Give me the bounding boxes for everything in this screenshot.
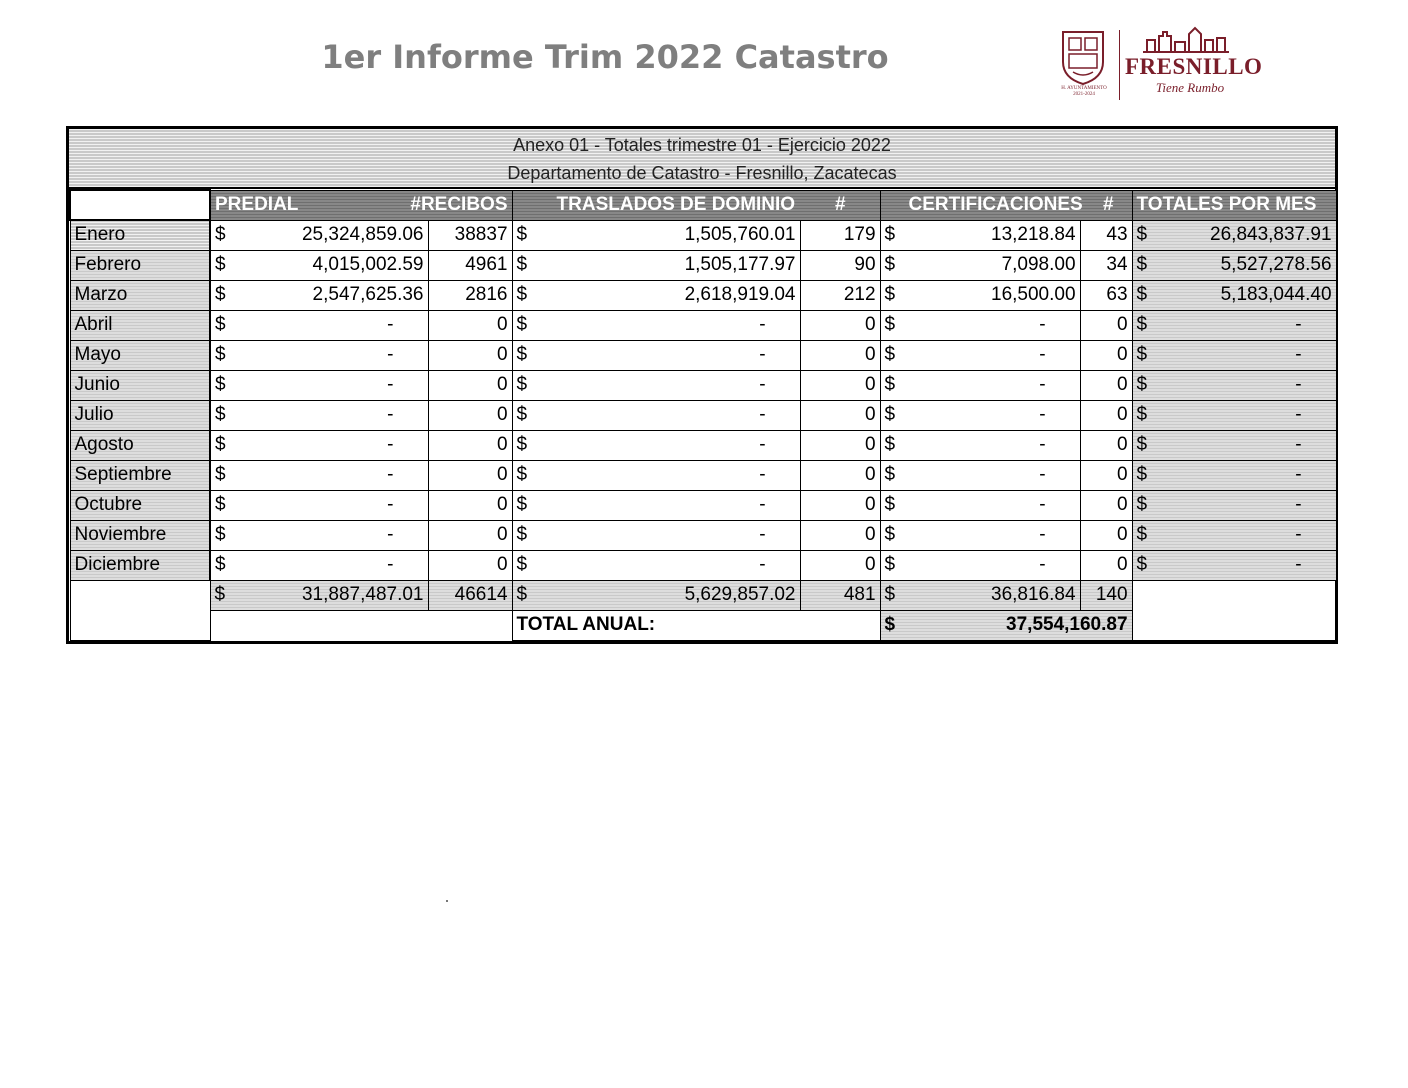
amount-value: - bbox=[387, 524, 394, 545]
predial-cell bbox=[210, 250, 428, 280]
currency-symbol: $ bbox=[884, 254, 896, 275]
amount-value: - bbox=[759, 314, 766, 335]
monthly-total-cell bbox=[1132, 250, 1336, 280]
table-row bbox=[70, 250, 1336, 280]
currency-symbol: $ bbox=[516, 374, 528, 395]
cert-count-cell: 0 bbox=[1080, 490, 1132, 520]
cert-cell bbox=[880, 460, 1080, 490]
cert-count-cell: 0 bbox=[1080, 430, 1132, 460]
currency-symbol: $ bbox=[884, 464, 896, 485]
table-row bbox=[70, 280, 1336, 310]
amount-value: - bbox=[387, 314, 394, 335]
currency-symbol: $ bbox=[516, 404, 528, 425]
amount-value: - bbox=[1039, 554, 1046, 575]
currency-symbol: $ bbox=[884, 344, 896, 365]
recibos-cell: 0 bbox=[428, 370, 512, 400]
traslados-cell bbox=[512, 340, 800, 370]
currency-symbol: $ bbox=[516, 284, 528, 305]
traslados-cell bbox=[512, 490, 800, 520]
predial-cell bbox=[210, 400, 428, 430]
amount-value: - bbox=[759, 344, 766, 365]
table-row bbox=[70, 340, 1336, 370]
monthly-total-cell bbox=[1132, 370, 1336, 400]
month-cell: Septiembre bbox=[70, 460, 210, 490]
amount-value: 25,324,859.06 bbox=[301, 224, 424, 245]
header-certificaciones bbox=[880, 190, 1132, 220]
currency-symbol: $ bbox=[516, 344, 528, 365]
currency-symbol: $ bbox=[1136, 404, 1148, 425]
currency-symbol: $ bbox=[884, 494, 896, 515]
amount-value: - bbox=[1295, 434, 1302, 455]
predial-cell bbox=[210, 340, 428, 370]
totals-row bbox=[70, 580, 1336, 610]
header-cert-count: # bbox=[1102, 194, 1114, 215]
recibos-cell: 0 bbox=[428, 340, 512, 370]
header-traslados bbox=[512, 190, 880, 220]
cert-cell bbox=[880, 340, 1080, 370]
traslados-cell bbox=[512, 310, 800, 340]
table-banner bbox=[69, 129, 1335, 189]
annual-total-value: 37,554,160.87 bbox=[1006, 614, 1128, 635]
seal-caption bbox=[1055, 86, 1113, 98]
monthly-total-cell bbox=[1132, 280, 1336, 310]
currency-symbol: $ bbox=[215, 464, 226, 485]
month-cell: Marzo bbox=[70, 280, 210, 310]
amount-value: 5,183,044.40 bbox=[1220, 284, 1332, 305]
cert-cell bbox=[880, 550, 1080, 580]
currency-symbol: $ bbox=[1136, 434, 1148, 455]
monthly-total-cell bbox=[1132, 220, 1336, 250]
monthly-total-cell bbox=[1132, 310, 1336, 340]
currency-symbol: $ bbox=[1136, 224, 1148, 245]
currency-symbol: $ bbox=[884, 584, 896, 605]
month-cell: Junio bbox=[70, 370, 210, 400]
predial-cell bbox=[210, 430, 428, 460]
amount-value: - bbox=[759, 404, 766, 425]
cert-cell bbox=[880, 250, 1080, 280]
traslados-count-cell: 0 bbox=[800, 490, 880, 520]
header-traslados-count: # bbox=[834, 194, 846, 215]
currency-symbol: $ bbox=[884, 284, 896, 305]
currency-symbol: $ bbox=[215, 344, 226, 365]
traslados-cell bbox=[512, 400, 800, 430]
cert-count-cell: 0 bbox=[1080, 400, 1132, 430]
amount-value: - bbox=[387, 494, 394, 515]
currency-symbol: $ bbox=[516, 434, 528, 455]
monthly-total-cell bbox=[1132, 550, 1336, 580]
annual-total-cell bbox=[880, 610, 1132, 640]
traslados-cell bbox=[512, 220, 800, 250]
recibos-cell: 2816 bbox=[428, 280, 512, 310]
monthly-total-cell bbox=[1132, 520, 1336, 550]
recibos-cell: 0 bbox=[428, 400, 512, 430]
amount-value: - bbox=[387, 374, 394, 395]
table-row bbox=[70, 430, 1336, 460]
predial-cell bbox=[210, 490, 428, 520]
total-traslados-cell bbox=[512, 580, 800, 610]
table-row bbox=[70, 550, 1336, 580]
cert-count-cell: 0 bbox=[1080, 340, 1132, 370]
amount-value: - bbox=[759, 554, 766, 575]
currency-symbol: $ bbox=[215, 314, 226, 335]
amount-value: - bbox=[1039, 314, 1046, 335]
recibos-cell: 4961 bbox=[428, 250, 512, 280]
amount-value: - bbox=[1295, 404, 1302, 425]
banner-line-1: Anexo 01 - Totales trimestre 01 - Ejercicio 2022 bbox=[513, 135, 891, 155]
banner-line-2: Departamento de Catastro - Fresnillo, Zacatecas bbox=[507, 163, 897, 183]
amount-value: - bbox=[1039, 344, 1046, 365]
amount-value: - bbox=[1039, 434, 1046, 455]
currency-symbol: $ bbox=[1136, 284, 1148, 305]
cert-count-cell: 0 bbox=[1080, 520, 1132, 550]
predial-cell bbox=[210, 310, 428, 340]
header-totales: TOTALES POR MES bbox=[1132, 190, 1336, 220]
currency-symbol: $ bbox=[1136, 254, 1148, 275]
amount-value: - bbox=[387, 464, 394, 485]
brand-name: FRESNILLO bbox=[1125, 54, 1263, 79]
recibos-cell: 0 bbox=[428, 520, 512, 550]
logo-divider bbox=[1119, 30, 1120, 100]
recibos-cell: 38837 bbox=[428, 220, 512, 250]
traslados-cell bbox=[512, 370, 800, 400]
table-row bbox=[70, 520, 1336, 550]
recibos-cell: 0 bbox=[428, 460, 512, 490]
currency-symbol: $ bbox=[516, 554, 528, 575]
currency-symbol: $ bbox=[884, 224, 896, 245]
table-row bbox=[70, 220, 1336, 250]
amount-value: - bbox=[1039, 494, 1046, 515]
amount-value: - bbox=[387, 554, 394, 575]
header-predial: PREDIAL bbox=[215, 194, 299, 215]
amount-value: - bbox=[1295, 494, 1302, 515]
cert-count-cell: 34 bbox=[1080, 250, 1132, 280]
currency-symbol: $ bbox=[884, 614, 896, 635]
recibos-cell: 0 bbox=[428, 550, 512, 580]
amount-value: - bbox=[759, 464, 766, 485]
month-cell: Julio bbox=[70, 400, 210, 430]
traslados-count-cell: 0 bbox=[800, 340, 880, 370]
recibos-cell: 0 bbox=[428, 490, 512, 520]
cert-cell bbox=[880, 220, 1080, 250]
traslados-count-cell: 90 bbox=[800, 250, 880, 280]
table-row bbox=[70, 490, 1336, 520]
fresnillo-logo bbox=[1055, 24, 1263, 104]
cert-count-cell: 0 bbox=[1080, 370, 1132, 400]
amount-value: 1,505,177.97 bbox=[684, 254, 796, 275]
cert-count-cell: 0 bbox=[1080, 550, 1132, 580]
recibos-cell: 0 bbox=[428, 430, 512, 460]
month-cell: Febrero bbox=[70, 250, 210, 280]
currency-symbol: $ bbox=[215, 434, 226, 455]
currency-symbol: $ bbox=[884, 404, 896, 425]
predial-cell bbox=[210, 460, 428, 490]
header-blank-cell bbox=[70, 190, 210, 220]
amount-value: - bbox=[387, 404, 394, 425]
seal-caption-line-1: H. AYUNTAMIENTO bbox=[1061, 86, 1107, 91]
traslados-cell bbox=[512, 520, 800, 550]
cert-cell bbox=[880, 370, 1080, 400]
totals-blank-cell bbox=[70, 580, 210, 640]
currency-symbol: $ bbox=[215, 254, 226, 275]
currency-symbol: $ bbox=[516, 464, 528, 485]
currency-symbol: $ bbox=[215, 374, 226, 395]
recibos-cell: 0 bbox=[428, 310, 512, 340]
month-cell: Enero bbox=[70, 220, 210, 250]
amount-value: - bbox=[1039, 404, 1046, 425]
currency-symbol: $ bbox=[214, 584, 226, 605]
scan-speck bbox=[446, 900, 448, 902]
traslados-count-cell: 0 bbox=[800, 460, 880, 490]
traslados-cell bbox=[512, 280, 800, 310]
totals-right-blank-cell bbox=[1132, 580, 1336, 640]
total-cert-cell bbox=[880, 580, 1080, 610]
amount-value: - bbox=[1295, 464, 1302, 485]
traslados-count-cell: 212 bbox=[800, 280, 880, 310]
amount-value: - bbox=[1295, 374, 1302, 395]
currency-symbol: $ bbox=[1136, 494, 1148, 515]
brand-tagline: Tiene Rumbo bbox=[1155, 80, 1225, 95]
document-title: 1er Informe Trim 2022 Catastro bbox=[321, 38, 889, 76]
currency-symbol: $ bbox=[1136, 464, 1148, 485]
traslados-cell bbox=[512, 250, 800, 280]
total-predial-cell bbox=[210, 580, 428, 610]
cert-cell bbox=[880, 400, 1080, 430]
currency-symbol: $ bbox=[215, 224, 226, 245]
currency-symbol: $ bbox=[516, 524, 528, 545]
traslados-count-cell: 0 bbox=[800, 310, 880, 340]
amount-value: - bbox=[1039, 464, 1046, 485]
amount-value: 5,527,278.56 bbox=[1220, 254, 1332, 275]
municipal-seal-icon bbox=[1059, 28, 1107, 86]
month-cell: Diciembre bbox=[70, 550, 210, 580]
traslados-cell bbox=[512, 430, 800, 460]
amount-value: 5,629,857.02 bbox=[684, 584, 796, 605]
amount-value: - bbox=[759, 494, 766, 515]
table-row bbox=[70, 310, 1336, 340]
annual-total-label: TOTAL ANUAL: bbox=[512, 610, 880, 640]
predial-cell bbox=[210, 520, 428, 550]
traslados-count-cell: 0 bbox=[800, 400, 880, 430]
amount-value: 36,816.84 bbox=[991, 584, 1076, 605]
month-cell: Abril bbox=[70, 310, 210, 340]
currency-symbol: $ bbox=[884, 314, 896, 335]
header-recibos: #RECIBOS bbox=[410, 194, 508, 215]
traslados-count-cell: 179 bbox=[800, 220, 880, 250]
amount-value: - bbox=[387, 344, 394, 365]
amount-value: - bbox=[759, 434, 766, 455]
city-skyline-icon bbox=[1141, 26, 1231, 54]
annual-blank-cell bbox=[210, 610, 512, 640]
header-predial-recibos bbox=[210, 190, 512, 220]
predial-cell bbox=[210, 370, 428, 400]
currency-symbol: $ bbox=[215, 284, 226, 305]
amount-value: - bbox=[1295, 344, 1302, 365]
table-row bbox=[70, 460, 1336, 490]
cert-count-cell: 0 bbox=[1080, 460, 1132, 490]
amount-value: - bbox=[387, 434, 394, 455]
amount-value: - bbox=[1039, 374, 1046, 395]
currency-symbol: $ bbox=[215, 554, 226, 575]
currency-symbol: $ bbox=[1136, 524, 1148, 545]
traslados-count-cell: 0 bbox=[800, 430, 880, 460]
predial-cell bbox=[210, 280, 428, 310]
amount-value: - bbox=[759, 524, 766, 545]
cert-cell bbox=[880, 430, 1080, 460]
currency-symbol: $ bbox=[884, 554, 896, 575]
cert-count-cell: 43 bbox=[1080, 220, 1132, 250]
currency-symbol: $ bbox=[215, 494, 226, 515]
traslados-cell bbox=[512, 550, 800, 580]
month-cell: Mayo bbox=[70, 340, 210, 370]
cert-cell bbox=[880, 520, 1080, 550]
summary-table bbox=[66, 126, 1338, 644]
amount-value: 7,098.00 bbox=[1001, 254, 1076, 275]
currency-symbol: $ bbox=[516, 224, 528, 245]
amount-value: - bbox=[1039, 524, 1046, 545]
header-traslados-label: TRASLADOS DE DOMINIO bbox=[556, 194, 796, 215]
currency-symbol: $ bbox=[884, 434, 896, 455]
amount-value: 2,618,919.04 bbox=[684, 284, 796, 305]
total-traslados-count-cell: 481 bbox=[800, 580, 880, 610]
cert-cell bbox=[880, 310, 1080, 340]
predial-cell bbox=[210, 550, 428, 580]
currency-symbol: $ bbox=[215, 524, 226, 545]
cert-count-cell: 63 bbox=[1080, 280, 1132, 310]
cert-cell bbox=[880, 490, 1080, 520]
amount-value: 2,547,625.36 bbox=[312, 284, 424, 305]
amount-value: - bbox=[1295, 314, 1302, 335]
data-grid bbox=[69, 189, 1337, 641]
cert-count-cell: 0 bbox=[1080, 310, 1132, 340]
amount-value: 13,218.84 bbox=[991, 224, 1076, 245]
total-recibos-cell: 46614 bbox=[428, 580, 512, 610]
currency-symbol: $ bbox=[1136, 314, 1148, 335]
month-cell: Agosto bbox=[70, 430, 210, 460]
table-row bbox=[70, 370, 1336, 400]
monthly-total-cell bbox=[1132, 340, 1336, 370]
amount-value: 31,887,487.01 bbox=[301, 584, 424, 605]
currency-symbol: $ bbox=[1136, 344, 1148, 365]
currency-symbol: $ bbox=[215, 404, 226, 425]
predial-cell bbox=[210, 220, 428, 250]
currency-symbol: $ bbox=[884, 374, 896, 395]
currency-symbol: $ bbox=[516, 254, 528, 275]
currency-symbol: $ bbox=[516, 584, 528, 605]
traslados-count-cell: 0 bbox=[800, 370, 880, 400]
monthly-total-cell bbox=[1132, 490, 1336, 520]
cert-cell bbox=[880, 280, 1080, 310]
total-cert-count-cell: 140 bbox=[1080, 580, 1132, 610]
currency-symbol: $ bbox=[884, 524, 896, 545]
monthly-total-cell bbox=[1132, 400, 1336, 430]
traslados-count-cell: 0 bbox=[800, 520, 880, 550]
header-cert-label: CERTIFICACIONES bbox=[908, 194, 1083, 215]
monthly-total-cell bbox=[1132, 430, 1336, 460]
table-row bbox=[70, 400, 1336, 430]
seal-caption-line-2: 2021-2024 bbox=[1073, 92, 1095, 97]
header-row bbox=[70, 190, 1336, 220]
currency-symbol: $ bbox=[516, 494, 528, 515]
amount-value: 16,500.00 bbox=[991, 284, 1076, 305]
amount-value: 1,505,760.01 bbox=[684, 224, 796, 245]
amount-value: - bbox=[1295, 524, 1302, 545]
amount-value: 4,015,002.59 bbox=[312, 254, 424, 275]
currency-symbol: $ bbox=[1136, 374, 1148, 395]
traslados-cell bbox=[512, 460, 800, 490]
amount-value: - bbox=[759, 374, 766, 395]
monthly-total-cell bbox=[1132, 460, 1336, 490]
traslados-count-cell: 0 bbox=[800, 550, 880, 580]
currency-symbol: $ bbox=[516, 314, 528, 335]
amount-value: - bbox=[1295, 554, 1302, 575]
month-cell: Noviembre bbox=[70, 520, 210, 550]
amount-value: 26,843,837.91 bbox=[1210, 224, 1332, 245]
currency-symbol: $ bbox=[1136, 554, 1148, 575]
month-cell: Octubre bbox=[70, 490, 210, 520]
